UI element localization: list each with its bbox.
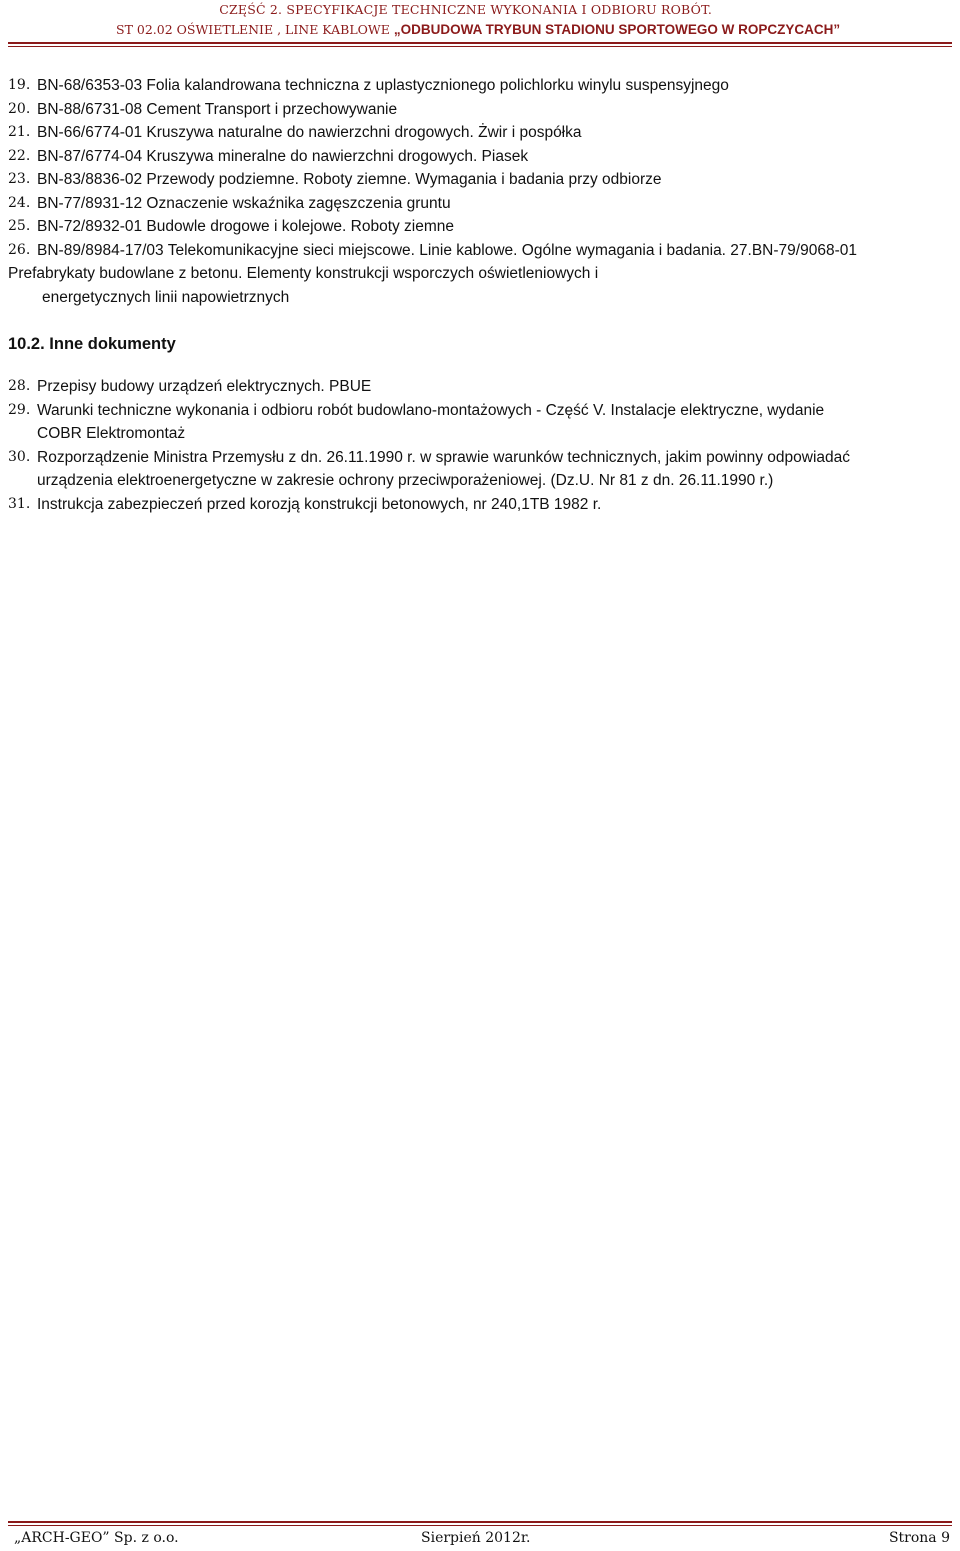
section-heading: 10.2. Inne dokumenty <box>8 335 176 353</box>
item-text: Instrukcja zabezpieczeń przed korozją konstrukcji betonowych, nr 240,1TB 1982 r. <box>37 495 602 513</box>
item-number: 30. <box>8 448 31 465</box>
item-number: 25. <box>8 218 31 234</box>
header-rule-thick <box>8 42 952 44</box>
item-text: Warunki techniczne wykonania i odbioru robót budowlano-montażowych - Część V. Instalacje elektryczne, wydanie <box>37 401 825 419</box>
list-item <box>8 145 918 169</box>
item-text: BN-66/6774-01 Kruszywa naturalne do nawierzchni drogowych. Żwir i pospółka <box>37 124 582 141</box>
item-text: BN-89/8984-17/03 Telekomunikacyjne sieci miejscowe. Linie kablowe. Ogólne wymagania i badania. 27.BN-79/9068-01 <box>37 241 857 259</box>
item-number: 21. <box>8 124 31 140</box>
standards-list <box>8 74 918 309</box>
list-item <box>8 493 918 517</box>
item-number: 23. <box>8 171 31 187</box>
footer-rule-thin <box>8 1525 952 1526</box>
footer-date: Sierpień 2012r. <box>421 1530 531 1546</box>
item-continuation: energetycznych linii napowietrznych <box>42 288 290 306</box>
header-spec-title <box>116 22 840 37</box>
item-text: BN-87/6774-04 Kruszywa mineralne do nawierzchni drogowych. Piasek <box>37 147 529 165</box>
item-text: BN-68/6353-03 Folia kalandrowana techniczna z uplastycznionego polichlorku winylu suspensyjnego <box>37 77 729 94</box>
page-header <box>0 0 960 46</box>
list-item <box>8 168 918 192</box>
item-number: 24. <box>8 194 31 211</box>
list-item <box>8 446 918 470</box>
item-number: 20. <box>8 100 31 117</box>
document-body <box>8 74 918 516</box>
page-footer <box>0 1520 960 1551</box>
item-continuation: urządzenia elektroenergetyczne w zakresie ochrony przeciwporażeniowej. (Dz.U. Nr 81 z dn. 26.11.1990 r.) <box>37 472 774 489</box>
item-number: 29. <box>8 401 31 418</box>
list-item <box>8 121 918 145</box>
item-number: 22. <box>8 147 31 164</box>
header-project-name: „ODBUDOWA TRYBUN STADIONU SPORTOWEGO W ROPCZYCACH” <box>393 22 841 37</box>
other-documents-list <box>8 375 918 516</box>
item-text: BN-72/8932-01 Budowle drogowe i kolejowe. Roboty ziemne <box>37 218 455 235</box>
list-item <box>8 74 918 98</box>
header-spec-code: ST 02.02 OŚWIETLENIE , LINE KABLOWE <box>116 22 394 37</box>
item-number: 26. <box>8 241 31 258</box>
list-item <box>8 399 918 423</box>
footer-company: „ARCH-GEO” Sp. z o.o. <box>14 1530 179 1546</box>
item-continuation: COBR Elektromontaż <box>37 425 186 442</box>
footer-rule-thick <box>8 1521 952 1523</box>
header-rule-thin <box>8 46 952 47</box>
list-item <box>8 215 918 239</box>
item-text: BN-83/8836-02 Przewody podziemne. Roboty ziemne. Wymagania i badania przy odbiorze <box>37 171 662 188</box>
item-continuation: Prefabrykaty budowlane z betonu. Elementy konstrukcji wsporczych oświetleniowych i <box>8 265 599 282</box>
list-item <box>8 98 918 122</box>
item-text: BN-88/6731-08 Cement Transport i przechowywanie <box>37 100 398 118</box>
item-text: Przepisy budowy urządzeń elektrycznych. PBUE <box>37 378 372 395</box>
item-text: Rozporządzenie Ministra Przemysłu z dn. 26.11.1990 r. w sprawie warunków technicznych, jakim powinny odpowiadać <box>37 448 850 466</box>
item-number: 31. <box>8 495 31 512</box>
footer-page-number: Strona 9 <box>888 1530 950 1546</box>
list-item <box>8 375 918 399</box>
item-text: BN-77/8931-12 Oznaczenie wskaźnika zagęszczenia gruntu <box>37 194 451 212</box>
list-item <box>8 239 918 263</box>
item-number: 28. <box>8 378 31 394</box>
list-item <box>8 192 918 216</box>
header-part-title: CZĘŚĆ 2. SPECYFIKACJE TECHNICZNE WYKONANIA I ODBIORU ROBÓT. <box>219 2 712 17</box>
item-number: 19. <box>8 77 31 93</box>
